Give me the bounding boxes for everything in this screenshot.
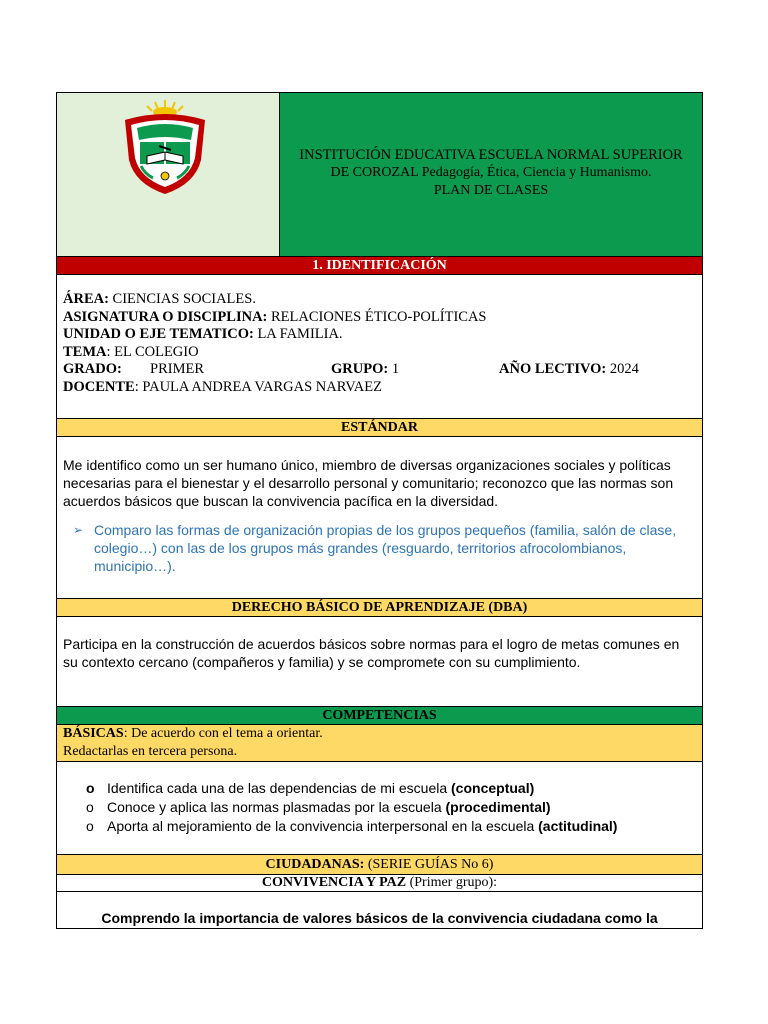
bullet-mark: o (86, 799, 94, 815)
estandar-block (57, 437, 702, 598)
section-dba: DERECHO BÁSICO DE APRENDIZAJE (DBA) (57, 599, 702, 616)
list-item: o Aporta al mejoramiento de la convivencia interpersonal en la escuela (actitudinal) (86, 818, 618, 834)
document-title: PLAN DE CLASES (433, 183, 549, 198)
docente-line: DOCENTE: PAULA ANDREA VARGAS NARVAEZ (63, 378, 382, 395)
institution-motto: DE COROZAL Pedagogía, Ética, Ciencia y Humanismo. (330, 165, 652, 180)
unidad-line: UNIDAD O EJE TEMATICO: LA FAMILIA. (63, 326, 343, 342)
basicas-line: BÁSICAS: De acuerdo con el tema a orientar. (63, 726, 323, 741)
comprendo-text: Comprendo la importancia de valores básicos de la convivencia ciudadana como la (101, 910, 658, 926)
identification-block (57, 275, 702, 417)
dba-text: Participa en la construcción de acuerdos básicos sobre normas para el logro de metas comunes en su contexto cercano (compañeros y familia) y se compromete con su cumplimiento. (63, 636, 680, 670)
basicas-block (57, 725, 702, 761)
list-item: o Conoce y aplica las normas plasmadas por la escuela (procedimental) (86, 799, 551, 815)
logo-cell (57, 93, 279, 256)
ciudadanas-bar: CIUDADANAS: (SERIE GUÍAS No 6) (57, 855, 702, 874)
area-line: ÁREA: CIENCIAS SOCIALES. (63, 291, 256, 307)
grado-line: GRADO: PRIMER GRUPO: 1 AÑO LECTIVO: 2024 (63, 361, 639, 377)
school-shield-logo (115, 98, 215, 198)
estandar-text: Me identifico como un ser humano único, miembro de diversas organizaciones sociales y políticas necesarias para el bienestar y el desarrollo personal y comunitario; reconozco que las normas son acuerdos básicos que buscan la convivencia pacífica en la diversidad. (63, 457, 674, 509)
lesson-plan-sheet (56, 92, 703, 929)
section-competencias: COMPETENCIAS (57, 707, 702, 724)
section-estandar: ESTÁNDAR (57, 419, 702, 436)
arrow-bullet-icon: ➢ (73, 523, 84, 537)
tema-line: TEMA: EL COLEGIO (63, 343, 199, 360)
basicas-line2: Redactarlas en tercera persona. (63, 743, 238, 759)
section-identificacion: 1. IDENTIFICACIÓN (57, 257, 702, 274)
competencias-list (57, 762, 702, 854)
dba-block (57, 617, 702, 706)
title-cell (280, 93, 702, 256)
estandar-bullet: ➢ Comparo las formas de organización propias de los grupos pequeños (familia, salón de clase, colegio…) con las de los grupos más grandes (resguardo, territorios afrocolombianos, municipio…). (73, 522, 677, 574)
convivencia-row: CONVIVENCIA Y PAZ (Primer grupo): (261, 875, 498, 890)
institution-name: INSTITUCIÓN EDUCATIVA ESCUELA NORMAL SUPERIOR (299, 147, 683, 163)
bullet-mark: o (86, 818, 94, 834)
asignatura-line: ASIGNATURA O DISCIPLINA: RELACIONES ÉTICO-POLÍTICAS (63, 308, 487, 325)
bullet-mark: o (86, 780, 95, 796)
header-row (57, 93, 702, 256)
list-item: o Identifica cada una de las dependencias de mi escuela (conceptual) (86, 780, 535, 796)
